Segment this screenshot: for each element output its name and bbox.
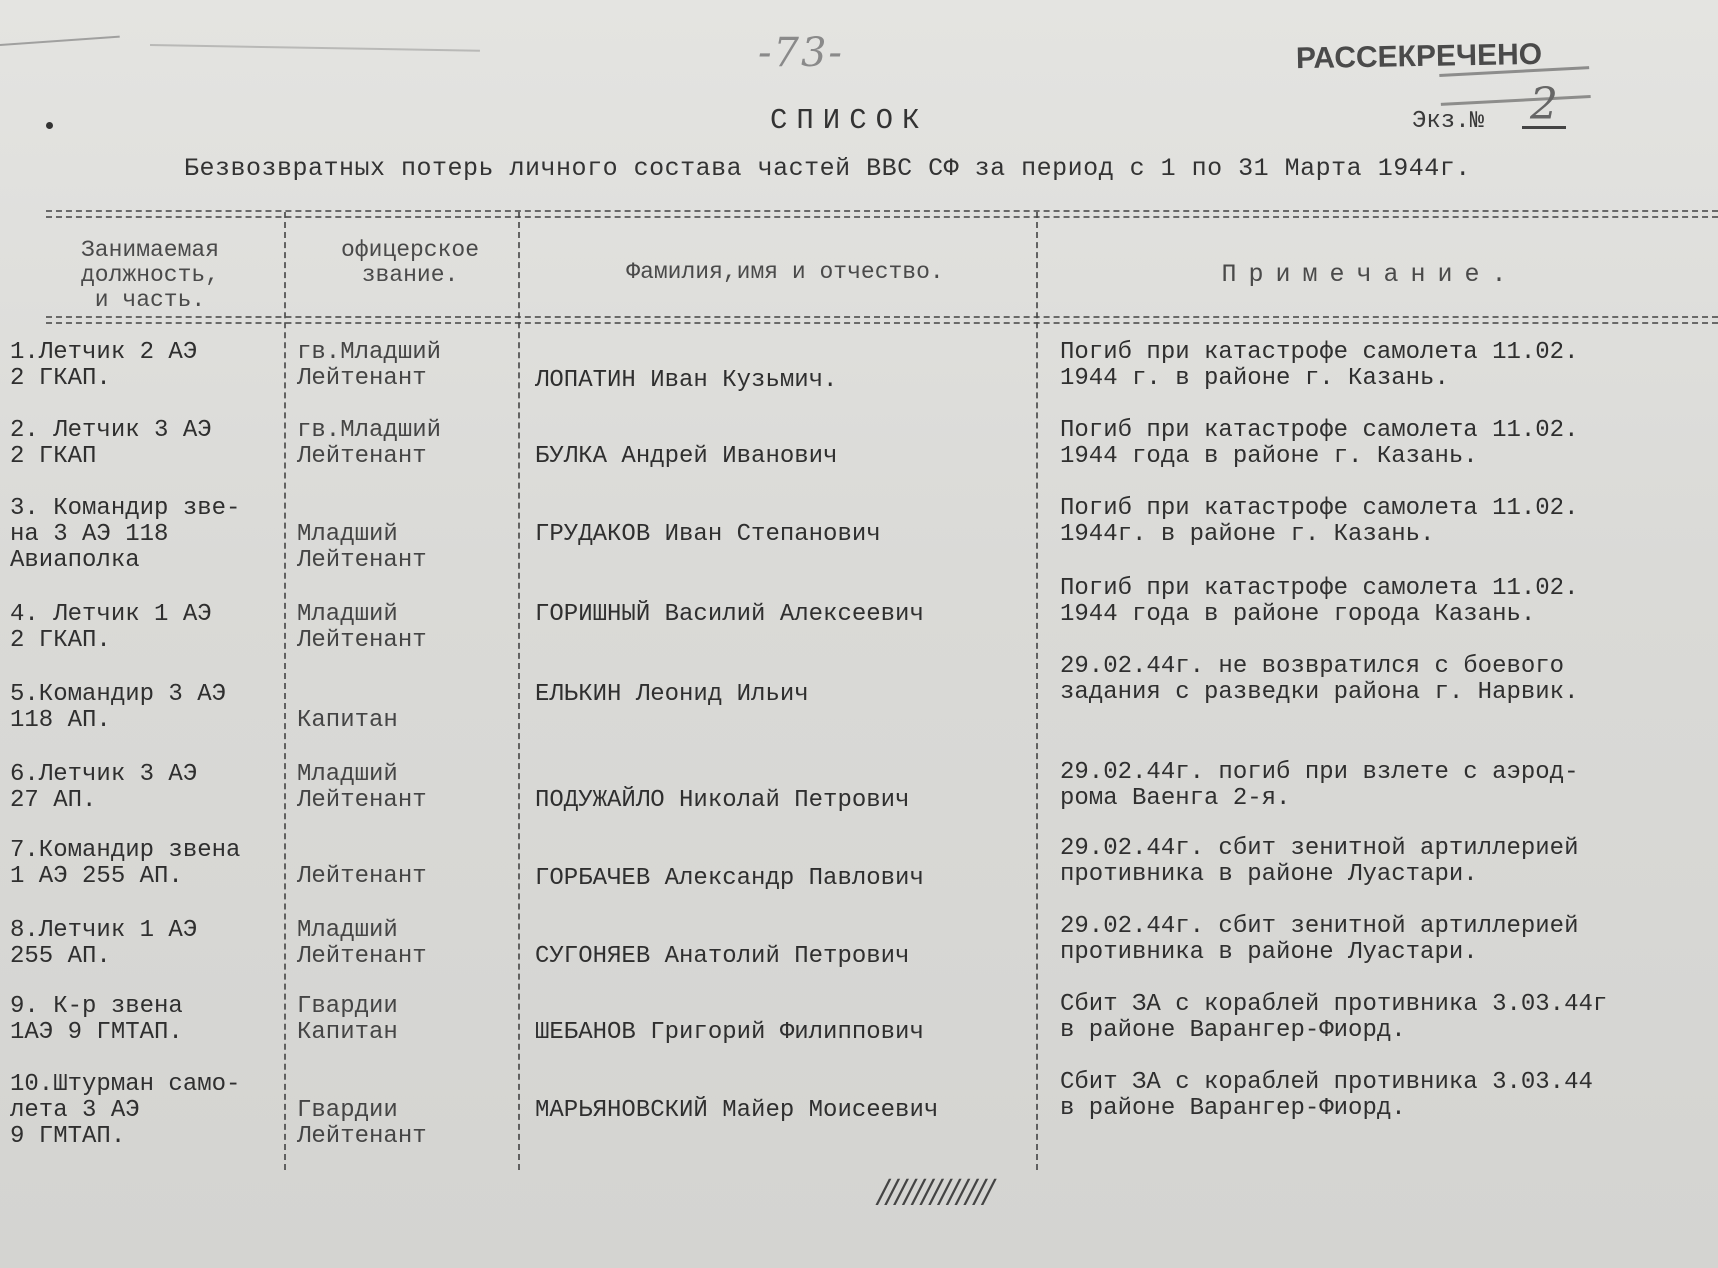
row-1-note: Погиб при катастрофе самолета 11.02. 1944 г. в районе г. Казань.: [1060, 339, 1579, 392]
table-top-rule: [46, 210, 1718, 212]
column-header-notes: Примечание.: [1221, 260, 1519, 289]
row-5-rank: Капитан: [297, 707, 398, 734]
declassified-stamp: РАССЕКРЕЧЕНО: [1295, 37, 1543, 76]
row-3-note: Погиб при катастрофе самолета 11.02. 1944г. в районе г. Казань.: [1060, 495, 1579, 548]
row-1-rank: гв.Младший Лейтенант: [297, 339, 442, 392]
row-1-position: 1.Летчик 2 АЭ 2 ГКАП.: [10, 339, 198, 392]
row-2-name: БУЛКА Андрей Иванович: [535, 443, 838, 470]
row-4-rank: Младший Лейтенант: [297, 601, 427, 654]
margin-scuff-mark: [150, 44, 480, 52]
stamp-strikethrough: [1439, 66, 1590, 106]
document-subtitle: Безвозвратных потерь личного состава частей ВВС СФ за период с 1 по 31 Марта 1944г.: [184, 154, 1471, 183]
row-8-rank: Младший Лейтенант: [297, 917, 427, 970]
table-header-rule: [46, 316, 1718, 318]
column-header-name: Фамилия,имя и отчество.: [626, 259, 944, 285]
row-4-name: ГОРИШНЫЙ Василий Алексеевич: [535, 601, 924, 628]
row-8-name: СУГОНЯЕВ Анатолий Петрович: [535, 943, 910, 970]
column-header-rank: офицерское звание.: [340, 237, 480, 288]
row-9-position: 9. К-р звена 1АЭ 9 ГМТАП.: [10, 993, 183, 1046]
row-2-note: Погиб при катастрофе самолета 11.02. 1944 года в районе г. Казань.: [1060, 417, 1579, 470]
row-8-position: 8.Летчик 1 АЭ 255 АП.: [10, 917, 198, 970]
column-divider: [518, 212, 520, 1170]
row-3-rank: Младший Лейтенант: [297, 521, 427, 574]
row-2-position: 2. Летчик 3 АЭ 2 ГКАП: [10, 417, 212, 470]
row-10-note: Сбит ЗА с кораблей противника 3.03.44 в районе Варангер-Фиорд.: [1060, 1069, 1593, 1122]
row-8-note: 29.02.44г. сбит зенитной артиллерией противника в районе Луастари.: [1060, 913, 1579, 966]
row-3-name: ГРУДАКОВ Иван Степанович: [535, 521, 881, 548]
row-6-note: 29.02.44г. погиб при взлете с аэрод- рома Ваенга 2-я.: [1060, 759, 1579, 812]
row-10-position: 10.Штурман само- лета 3 АЭ 9 ГМТАП.: [10, 1071, 241, 1150]
row-7-note: 29.02.44г. сбит зенитной артиллерией противника в районе Луастари.: [1060, 835, 1579, 888]
row-9-rank: Гвардии Капитан: [297, 993, 398, 1046]
copy-number-value: 2: [1522, 84, 1566, 129]
row-4-position: 4. Летчик 1 АЭ 2 ГКАП.: [10, 601, 212, 654]
page-number: -73-: [758, 30, 844, 76]
row-5-name: ЕЛЬКИН Леонид Ильич: [535, 681, 809, 708]
margin-scuff-mark: [0, 36, 120, 46]
row-7-position: 7.Командир звена 1 АЭ 255 АП.: [10, 837, 241, 890]
row-4-note: Погиб при катастрофе самолета 11.02. 1944 года в районе города Казань.: [1060, 575, 1579, 628]
row-5-note: 29.02.44г. не возвратился с боевого задания с разведки района г. Нарвик.: [1060, 653, 1579, 706]
row-3-position: 3. Командир зве- на 3 АЭ 118 Авиаполка: [10, 495, 241, 574]
row-5-position: 5.Командир 3 АЭ 118 АП.: [10, 681, 227, 734]
row-6-rank: Младший Лейтенант: [297, 761, 427, 814]
row-6-position: 6.Летчик 3 АЭ 27 АП.: [10, 761, 198, 814]
row-6-name: ПОДУЖАЙЛО Николай Петрович: [535, 787, 910, 814]
row-9-name: ШЕБАНОВ Григорий Филиппович: [535, 1019, 924, 1046]
row-10-rank: Гвардии Лейтенант: [297, 1097, 427, 1150]
ink-dot: [46, 122, 53, 129]
document-title: СПИСОК: [770, 104, 929, 137]
row-2-rank: гв.Младший Лейтенант: [297, 417, 442, 470]
column-header-position: Занимаемая должность, и часть.: [80, 237, 220, 313]
row-9-note: Сбит ЗА с кораблей противника 3.03.44г в районе Варангер-Фиорд.: [1060, 991, 1608, 1044]
copy-number-label: Экз.№: [1412, 108, 1485, 135]
row-1-name: ЛОПАТИН Иван Кузьмич.: [535, 367, 838, 394]
end-of-list-marks: /////////////: [878, 1172, 993, 1210]
row-7-rank: Лейтенант: [297, 863, 427, 890]
column-divider: [284, 212, 286, 1170]
row-7-name: ГОРБАЧЕВ Александр Павлович: [535, 865, 924, 892]
column-divider: [1036, 212, 1038, 1170]
row-10-name: МАРЬЯНОВСКИЙ Майер Моисеевич: [535, 1097, 939, 1124]
